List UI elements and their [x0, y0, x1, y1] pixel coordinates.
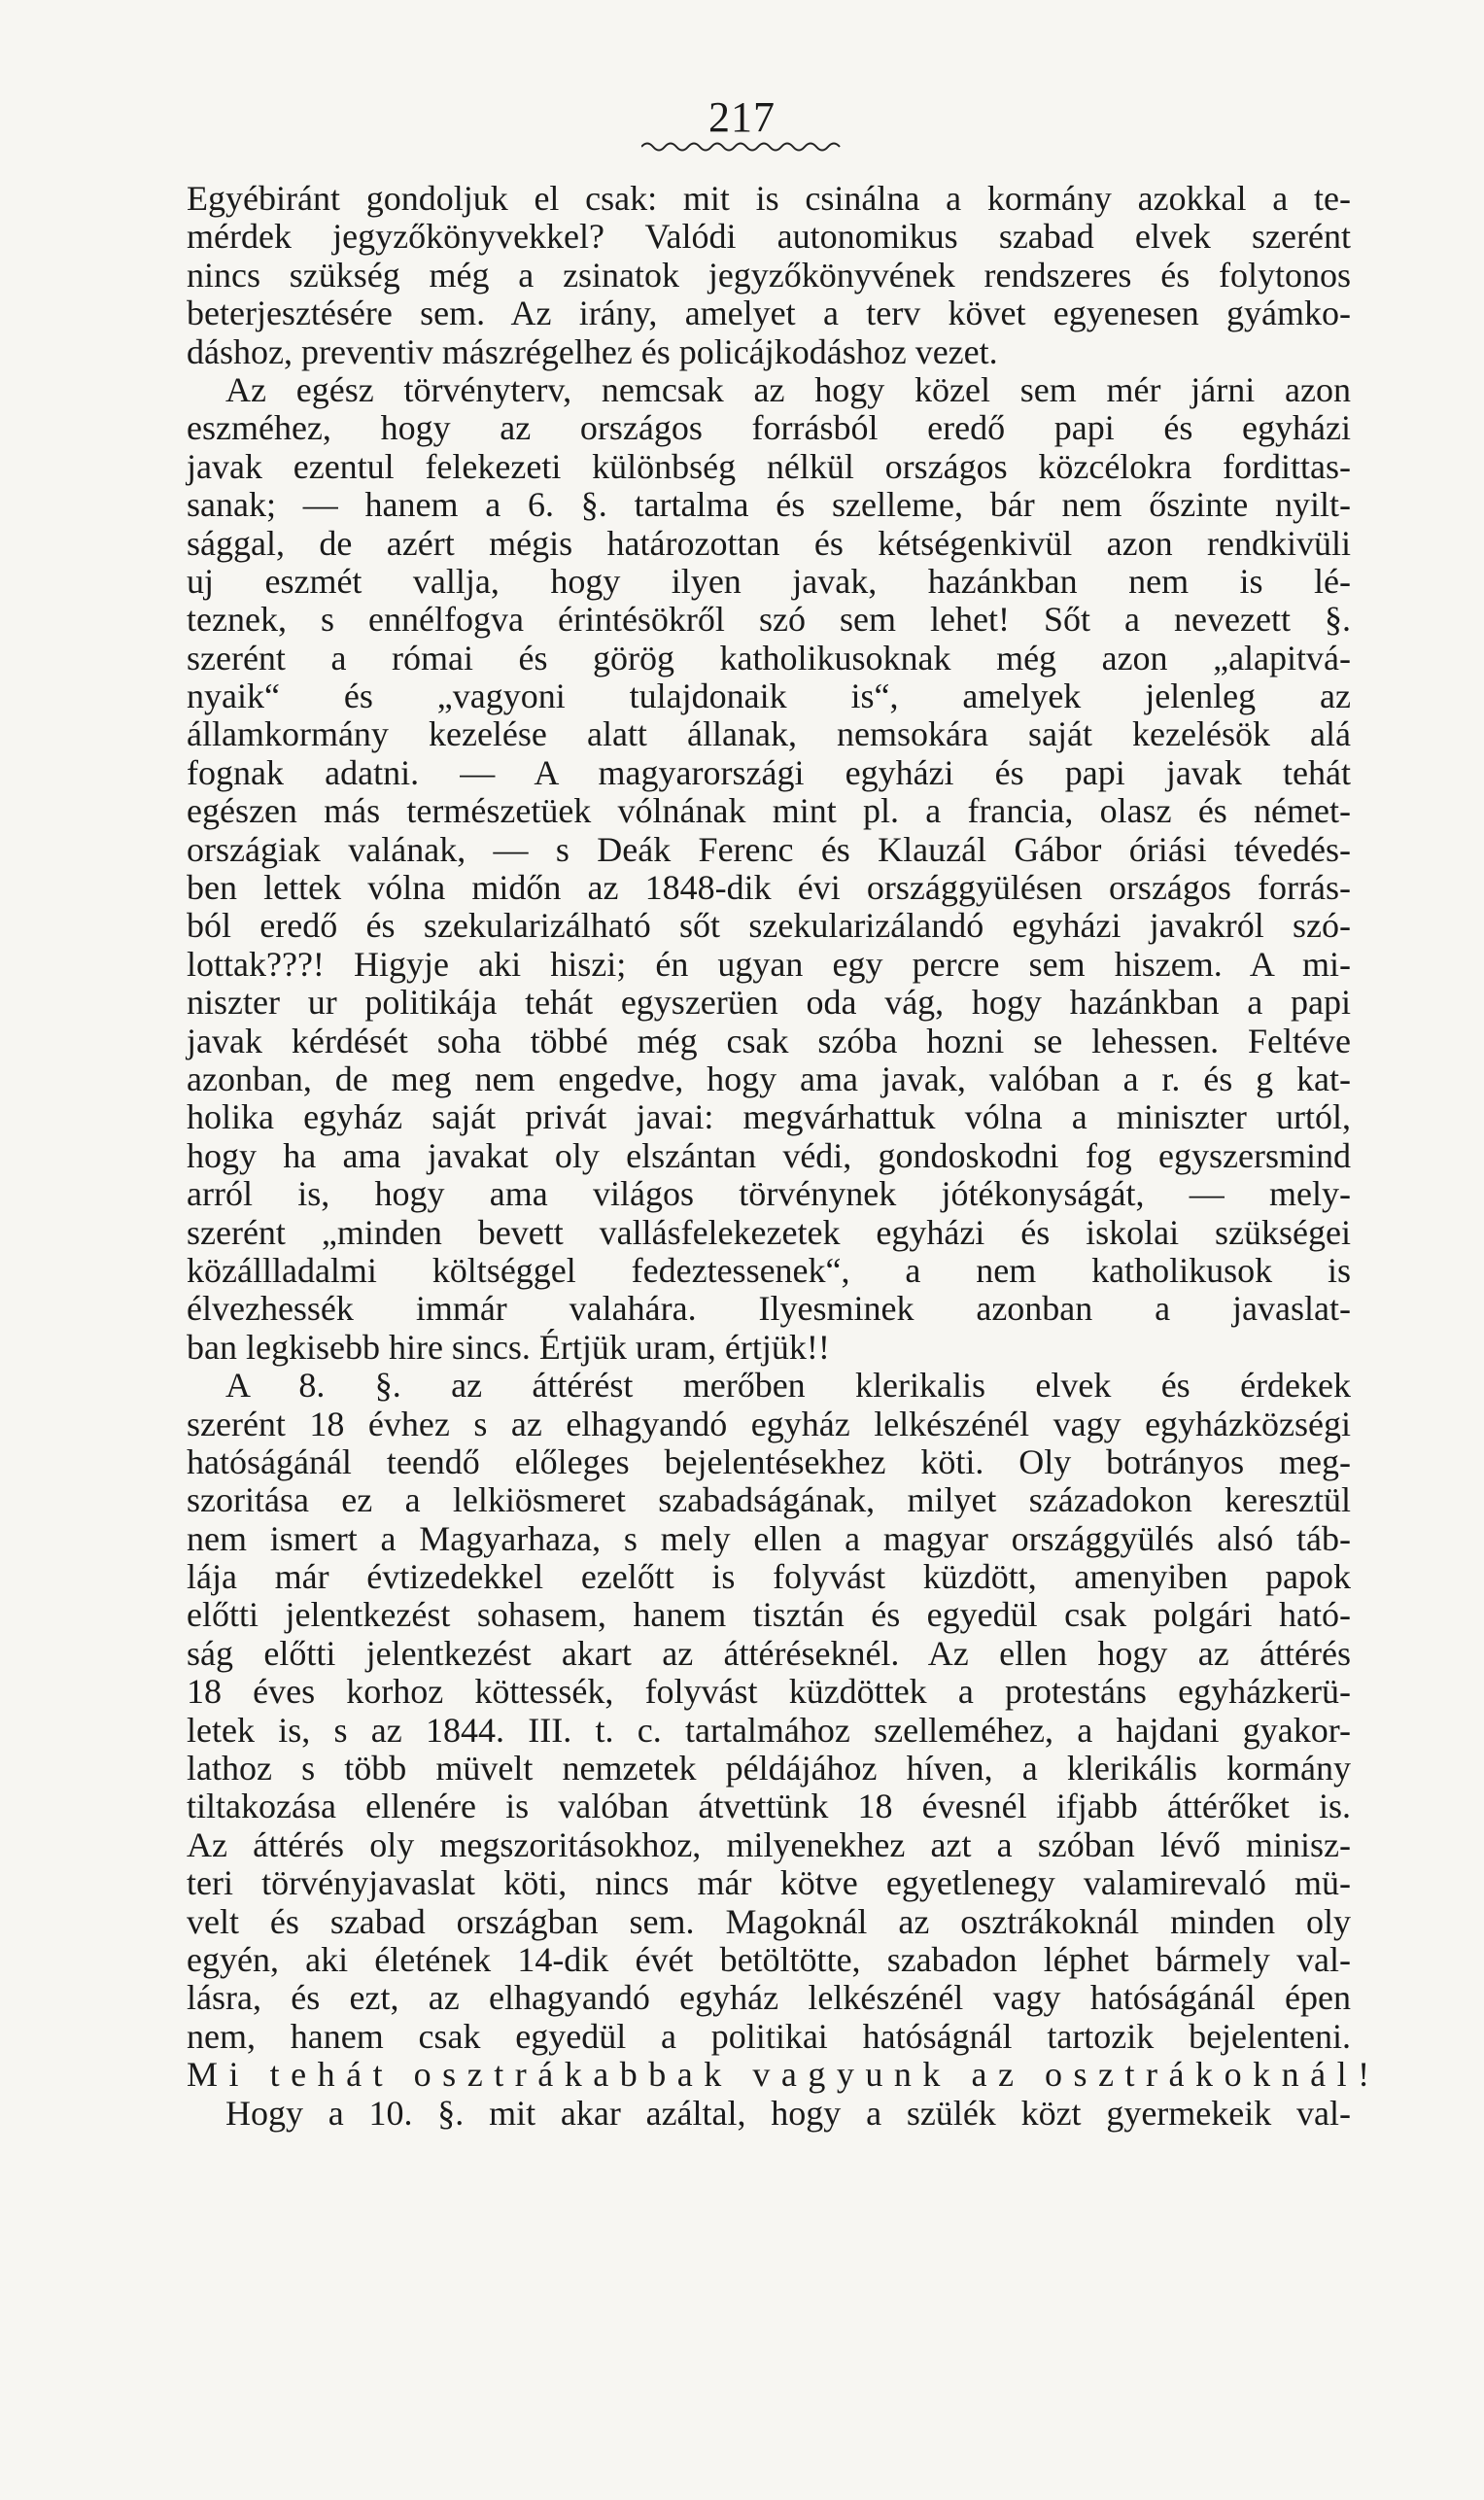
text-line: szerént a római és görög katholikusoknak még azon „alapitvá-	[187, 638, 1351, 677]
text-line: mérdek jegyzőkönyvekkel? Valódi autonomikus szabad elvek szerént	[187, 217, 1351, 257]
body-text	[187, 179, 1381, 2133]
text-line: Mi tehát osztrákabbak vagyunk az osztrákoknál!	[187, 2055, 1381, 2095]
text-line: A 8. §. az áttérést merőben klerikalis elvek és érdekek	[225, 1366, 1351, 1406]
text-line: nem, hanem csak egyedül a politikai hatóságnál tartozik bejelenteni.	[187, 2016, 1351, 2056]
text-line: országiak valának, — s Deák Ferenc és Klauzál Gábor óriási tévedés-	[187, 829, 1351, 869]
text-line: holika egyház saját privát javai: megvárhattuk vólna a miniszter urtól,	[187, 1097, 1351, 1137]
text-line: ban legkisebb hire sincs. Értjük uram, értjük!!	[187, 1327, 830, 1367]
text-line: uj eszmét vallja, hogy ilyen javak, hazánkban nem is lé-	[187, 561, 1351, 601]
text-line: letek is, s az 1844. III. t. c. tartalmához szelleméhez, a hajdani gyakor-	[187, 1710, 1351, 1750]
text-line: nem ismert a Magyarhaza, s mely ellen a magyar országgyülés alsó táb-	[187, 1518, 1351, 1558]
text-line: azonban, de meg nem engedve, hogy ama javak, valóban a r. és g kat-	[187, 1059, 1351, 1098]
text-line: sággal, de azért mégis határozottan és kétségenkivül azon rendkivüli	[187, 523, 1351, 563]
text-line: lája már évtizedekkel ezelőtt is folyvást küzdött, amenyiben papok	[187, 1557, 1351, 1597]
text-line: teznek, s ennélfogva érintésökről szó sem lehet! Sőt a nevezett §.	[187, 600, 1351, 640]
text-line: lottak???! Higyje aki hiszi; én ugyan egy percre sem hiszem. A mi-	[187, 944, 1351, 984]
text-line: nincs szükség még a zsinatok jegyzőkönyvének rendszeres és folytonos	[187, 255, 1351, 295]
text-line: Az áttérés oly megszoritásokhoz, milyenekhez azt a szóban lévő minisz-	[187, 1824, 1351, 1864]
text-line: államkormány kezelése alatt állanak, nemsokára saját kezelésök alá	[187, 714, 1351, 754]
page-header	[0, 92, 1484, 142]
text-line: szoritása ez a lelkiösmeret szabadságának, milyet századokon keresztül	[187, 1480, 1351, 1520]
text-line: javak ezentul felekezeti különbség nélkül országos közcélokra fordittas-	[187, 446, 1351, 486]
text-line: Hogy a 10. §. mit akar azáltal, hogy a szülék közt gyermekeik val-	[225, 2093, 1351, 2133]
text-line: beterjesztésére sem. Az irány, amelyet a terv követ egyenesen gyámko-	[187, 294, 1351, 333]
text-line: egészen más természetüek vólnának mint pl. a francia, olasz és német-	[187, 791, 1351, 831]
text-line: közállladalmi költséggel fedeztessenek“, a nem katholikusok is	[187, 1250, 1351, 1290]
text-line: egyén, aki életének 14-dik évét betöltötte, szabadon léphet bármely val-	[187, 1939, 1351, 1979]
text-line: lásra, és ezt, az elhagyandó egyház lelkészénél vagy hatóságánál épen	[187, 1978, 1351, 2018]
text-line: szerént 18 évhez s az elhagyandó egyház lelkészénél vagy egyházközségi	[187, 1404, 1351, 1443]
text-line: arról is, hogy ama világos törvénynek jótékonyságát, — mely-	[187, 1174, 1351, 1214]
text-line: ság előtti jelentkezést akart az áttéréseknél. Az ellen hogy az áttérés	[187, 1633, 1351, 1673]
text-line: ból eredő és szekularizálható sőt szekularizálandó egyházi javakról szó-	[187, 906, 1351, 946]
text-line: szerént „minden bevett vallásfelekezetek egyházi és iskolai szükségei	[187, 1212, 1351, 1252]
text-line: nyaik“ és „vagyoni tulajdonaik is“, amelyek jelenleg az	[187, 677, 1351, 716]
text-line: velt és szabad országban sem. Magoknál az osztrákoknál minden oly	[187, 1901, 1351, 1941]
text-line: niszter ur politikája tehát egyszerüen oda vág, hogy hazánkban a papi	[187, 983, 1351, 1023]
text-line: eszméhez, hogy az országos forrásból eredő papi és egyházi	[187, 408, 1351, 448]
text-line: lathoz s több müvelt nemzetek példájához híven, a klerikális kormány	[187, 1749, 1351, 1788]
text-line: előtti jelentkezést sohasem, hanem tisztán és egyedül csak polgári ható-	[187, 1595, 1351, 1635]
text-line: Egyébiránt gondoljuk el csak: mit is csinálna a kormány azokkal a te-	[187, 179, 1351, 218]
text-line: ben lettek vólna midőn az 1848-dik évi országgyülésen országos forrás-	[187, 868, 1351, 908]
text-line: élvezhessék immár valahára. Ilyesminek azonban a javaslat-	[187, 1289, 1351, 1329]
text-line: tiltakozása ellenére is valóban átvettünk 18 évesnél ifjabb áttérőket is.	[187, 1787, 1351, 1826]
page-number: 217	[708, 93, 776, 141]
text-line: teri törvényjavaslat köti, nincs már kötve egyetlenegy valamirevaló mü-	[187, 1863, 1351, 1903]
text-line: javak kérdését soha többé még csak szóba hozni se lehessen. Feltéve	[187, 1021, 1351, 1060]
text-line: hatóságánál teendő előleges bejelentésekhez köti. Oly botrányos meg-	[187, 1441, 1351, 1481]
text-line: hogy ha ama javakat oly elszántan védi, gondoskodni fog egyszersmind	[187, 1135, 1351, 1175]
text-line: Az egész törvényterv, nemcsak az hogy közel sem mér járni azon	[225, 369, 1351, 409]
text-line: 18 éves korhoz köttessék, folyvást küzdöttek a protestáns egyházkerü-	[187, 1672, 1351, 1712]
wavy-rule-ornament	[641, 141, 846, 156]
text-line: sanak; — hanem a 6. §. tartalma és szelleme, bár nem őszinte nyilt-	[187, 485, 1351, 525]
text-line: fognak adatni. — A magyarországi egyházi és papi javak tehát	[187, 752, 1351, 792]
text-line: dáshoz, preventiv mászrégelhez és policájkodáshoz vezet.	[187, 331, 998, 371]
